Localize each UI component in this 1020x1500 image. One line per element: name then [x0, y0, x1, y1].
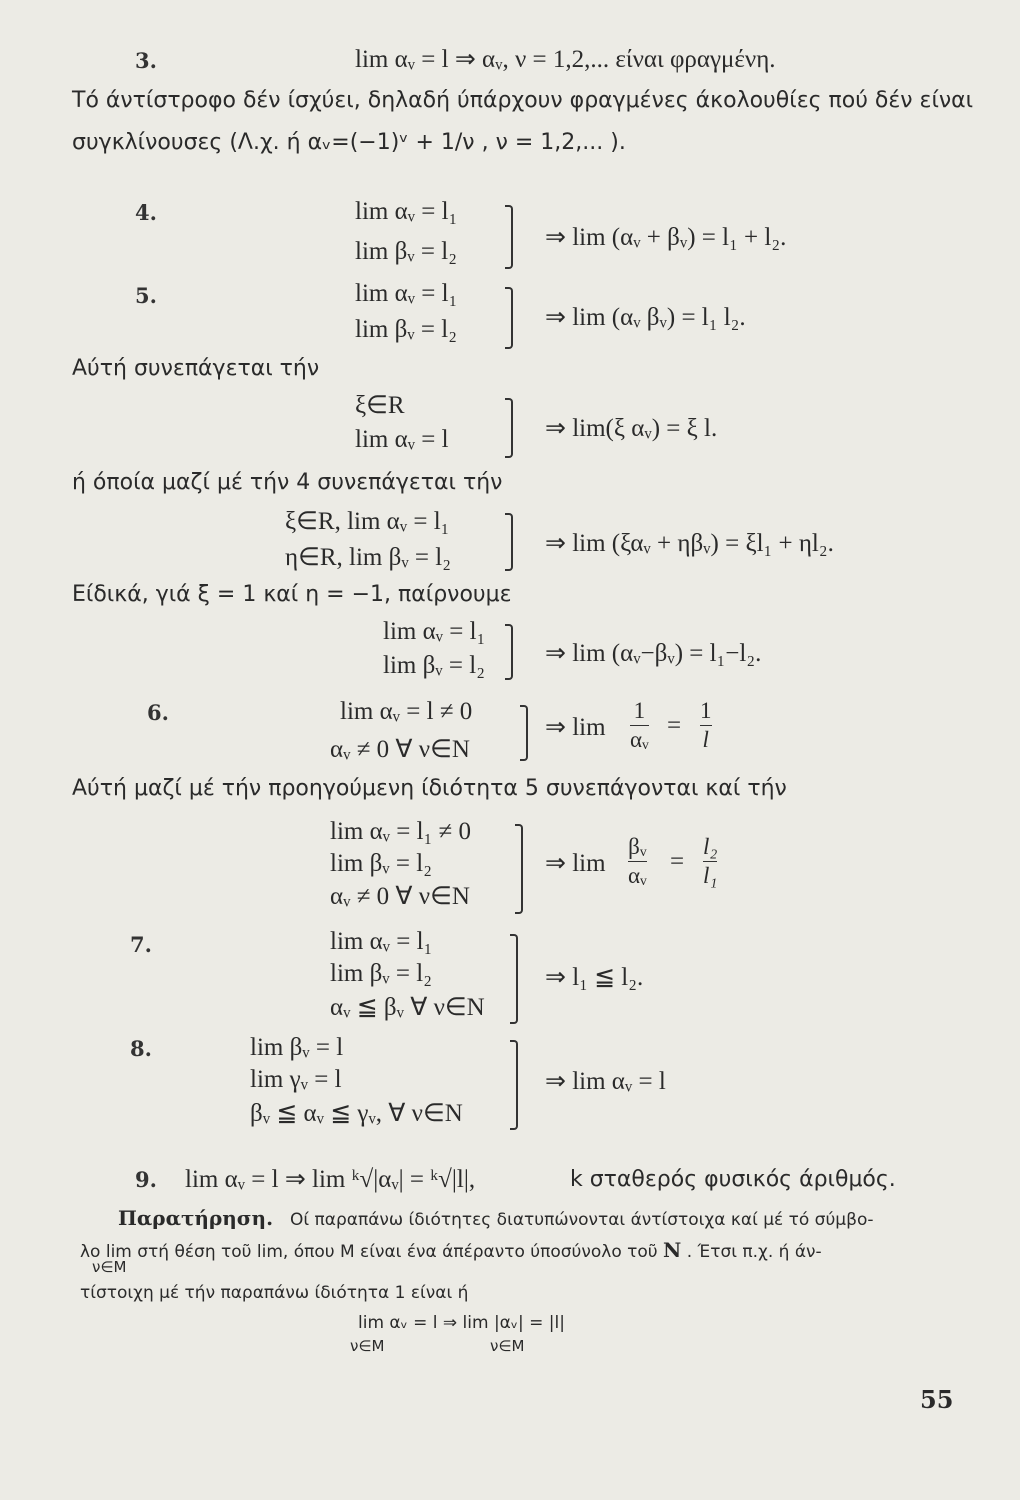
property-7-line-3: αᵥ ≦ βᵥ ∀ ν∈N [330, 994, 485, 1021]
quotient-fraction-1 [628, 834, 647, 889]
fraction-numerator: l₂ [703, 834, 718, 859]
linear-line-2: η∈R, lim βᵥ = l₂ [285, 544, 451, 571]
brace-quotient [515, 824, 523, 914]
text-auti: Αύτή συνεπάγεται τήν [72, 356, 320, 381]
property-3-formula: lim αᵥ = l ⇒ αᵥ, ν = 1,2,... είναι φραγμένη. [355, 46, 776, 73]
property-6-line-2: αᵥ ≠ 0 ∀ ν∈N [330, 736, 470, 763]
note-subscript: ν∈M [92, 1258, 127, 1276]
brace-linear [505, 513, 513, 571]
brace-8 [510, 1040, 518, 1130]
note-line-2-text: λο lim στή θέση τοῦ lim, όπου M είναι ένα άπέραντο ύποσύνολο τοῦ [80, 1242, 658, 1262]
property-5-line-2: lim βᵥ = l₂ [355, 316, 457, 343]
difference-line-1: lim αᵥ = l₁ [383, 618, 486, 645]
property-7-line-1: lim αᵥ = l₁ [330, 928, 433, 955]
property-8-result: ⇒ lim αᵥ = l [545, 1068, 666, 1095]
fraction-numerator: βᵥ [628, 834, 647, 859]
note-formula-subscript-1: ν∈M [350, 1337, 385, 1355]
note-title: Παρατήρηση. [118, 1206, 274, 1230]
quotient-result-lim: ⇒ lim [545, 850, 606, 877]
note-line-1: Οί παραπάνω ίδιότητες διατυπώνονται άντίστοιχα καί μέ τό σύμβο- [290, 1210, 874, 1230]
property-9-formula: lim αᵥ = l ⇒ lim ᵏ√|αᵥ| = ᵏ√|l|, [185, 1166, 476, 1193]
property-7-line-2: lim βᵥ = l₂ [330, 960, 432, 987]
property-6-fraction-1 [630, 698, 649, 753]
fraction-denominator: αᵥ [628, 863, 647, 888]
fraction-numerator: 1 [700, 698, 712, 723]
fraction-denominator: l [702, 727, 709, 752]
text-opoia: ή όποία μαζί μέ τήν 4 συνεπάγεται τήν [72, 470, 503, 495]
brace-difference [505, 624, 513, 680]
property-3-text-1: Τό άντίστροφο δέν ίσχύει, δηλαδή ύπάρχουν φραγμένες άκολουθίες πού δέν είναι [72, 88, 974, 113]
text-eidika: Είδικά, γιά ξ = 1 καί η = −1, παίρνουμε [72, 582, 512, 607]
fraction-numerator: 1 [633, 698, 646, 723]
property-9-text: k σταθερός φυσικός άριθμός. [570, 1167, 896, 1192]
item-number-9: 9. [135, 1167, 157, 1192]
property-3-text-2: συγκλίνουσες (Λ.χ. ή αᵥ=(−1)ᵛ + 1/ν , ν = 1,2,... ). [72, 130, 626, 155]
quotient-line-1: lim αᵥ = l₁ ≠ 0 [330, 818, 472, 845]
note-line-3: τίστοιχη μέ τήν παραπάνω ίδιότητα 1 είναι ή [80, 1283, 469, 1303]
fraction-bar [628, 861, 647, 862]
brace-4 [505, 205, 513, 269]
property-4-line-1: lim αᵥ = l₁ [355, 198, 458, 225]
quotient-fraction-2 [703, 834, 717, 889]
property-8-line-2: lim γᵥ = l [250, 1066, 342, 1093]
note-line-2 [80, 1238, 822, 1262]
text-auti-2: Αύτή μαζί μέ τήν προηγούμενη ίδιότητα 5 συνεπάγονται καί τήν [72, 776, 787, 801]
fraction-denominator: αᵥ [630, 727, 649, 752]
difference-line-2: lim βᵥ = l₂ [383, 652, 485, 679]
naturals-symbol: N [663, 1238, 682, 1262]
note-line-2-end: . Έτσι π.χ. ή άν- [686, 1242, 822, 1262]
brace-7 [510, 934, 518, 1024]
property-6-fraction-2 [700, 698, 712, 753]
note-formula: lim αᵥ = l ⇒ lim |αᵥ| = |l| [358, 1313, 565, 1333]
property-5-line-1: lim αᵥ = l₁ [355, 280, 458, 307]
quotient-line-2: lim βᵥ = l₂ [330, 850, 432, 877]
property-6-line-1: lim αᵥ = l ≠ 0 [340, 698, 473, 725]
property-4-line-2: lim βᵥ = l₂ [355, 238, 457, 265]
property-6-equals: = [667, 712, 682, 739]
page-number: 55 [920, 1385, 954, 1414]
item-number-3: 3. [135, 48, 157, 73]
property-5-result: ⇒ lim (αᵥ βᵥ) = l₁ l₂. [545, 304, 746, 331]
note-formula-subscript-2: ν∈M [490, 1337, 525, 1355]
quotient-line-3: αᵥ ≠ 0 ∀ ν∈N [330, 883, 470, 910]
property-8-line-3: βᵥ ≦ αᵥ ≦ γᵥ, ∀ ν∈N [250, 1100, 463, 1127]
fraction-bar [703, 861, 717, 862]
item-number-6: 6. [147, 700, 169, 725]
item-number-8: 8. [130, 1036, 152, 1061]
item-number-5: 5. [135, 283, 157, 308]
item-number-4: 4. [135, 200, 157, 225]
difference-result: ⇒ lim (αᵥ−βᵥ) = l₁−l₂. [545, 640, 762, 667]
scalar-line-2: lim αᵥ = l [355, 426, 449, 453]
fraction-bar [700, 725, 712, 726]
linear-result: ⇒ lim (ξαᵥ + ηβᵥ) = ξl₁ + ηl₂. [545, 530, 834, 557]
scalar-result: ⇒ lim(ξ αᵥ) = ξ l. [545, 415, 718, 442]
brace-6 [520, 705, 528, 761]
fraction-bar [630, 725, 649, 726]
item-number-7: 7. [130, 932, 152, 957]
brace-scalar [505, 398, 513, 458]
property-6-result-lim: ⇒ lim [545, 714, 606, 741]
property-4-result: ⇒ lim (αᵥ + βᵥ) = l₁ + l₂. [545, 224, 787, 251]
fraction-denominator: l₁ [703, 863, 718, 888]
scalar-line-1: ξ∈R [355, 392, 405, 419]
quotient-equals: = [670, 848, 685, 875]
property-8-line-1: lim βᵥ = l [250, 1034, 344, 1061]
property-7-result: ⇒ l₁ ≦ l₂. [545, 964, 644, 991]
brace-5 [505, 287, 513, 349]
linear-line-1: ξ∈R, lim αᵥ = l₁ [285, 508, 450, 535]
